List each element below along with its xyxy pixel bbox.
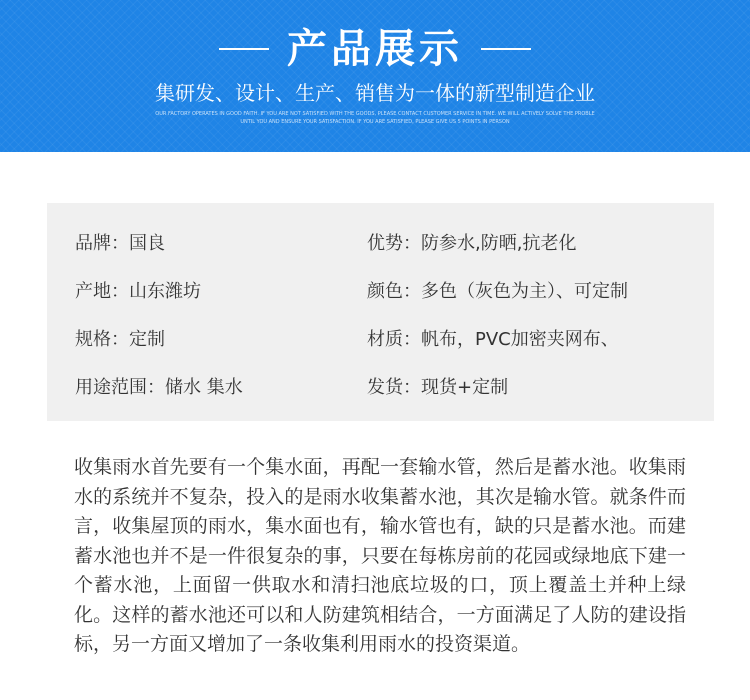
page-subtitle: 集研发、设计、生产、销售为一体的新型制造企业: [155, 81, 595, 105]
title-row: [0, 24, 750, 74]
spec-panel: [47, 203, 714, 421]
spec-material: 材质：帆布，PVC加密夹网布、: [367, 329, 619, 350]
spec-origin: 产地：山东潍坊: [75, 281, 201, 302]
fine-print-line-1: OUR FACTORY OPERATES IN GOOD FAITH. IF YOU ARE NOT SATISFIED WITH THE GOODS, PLEASE CONTACT CUSTOMER SERVICE IN TIME. WE WILL ACTIVELY SOLVE THE PROBLE: [155, 111, 595, 117]
spec-usage: 用途范围：储水 集水: [75, 377, 243, 398]
title-line-right: [481, 48, 531, 50]
page-title: 产品展示: [287, 26, 463, 72]
spec-color: 颜色：多色（灰色为主）、可定制: [367, 281, 628, 302]
title-line-left: [219, 48, 269, 50]
spec-brand: 品牌：国良: [75, 233, 165, 254]
header-banner: [0, 0, 750, 152]
spec-size: 规格：定制: [75, 329, 165, 350]
description-paragraph: 收集雨水首先要有一个集水面，再配一套输水管，然后是蓄水池。收集雨水的系统并不复杂，投入的是雨水收集蓄水池，其次是输水管。就条件而言，收集屋顶的雨水，集水面也有，输水管也有，缺的只是蓄水池。而建蓄水池也并不是一件很复杂的事，只要在每栋房前的花园或绿地底下建一个蓄水池，上面留一供取水和清扫池底垃圾的口，顶上覆盖土并种上绿化。这样的蓄水池还可以和人防建筑相结合，一方面满足了人防的建设指标，另一方面又增加了一条收集利用雨水的投资渠道。: [74, 456, 686, 655]
spec-shipping: 发货：现货+定制: [367, 377, 509, 398]
spec-advantage: 优势：防参水,防晒,抗老化: [367, 233, 577, 254]
fine-print-line-2: UNTIL YOU AND ENSURE YOUR SATISFACTION. IF YOU ARE SATISFIED, PLEASE GIVE US 5 POINTS IN PERSON: [240, 119, 510, 125]
